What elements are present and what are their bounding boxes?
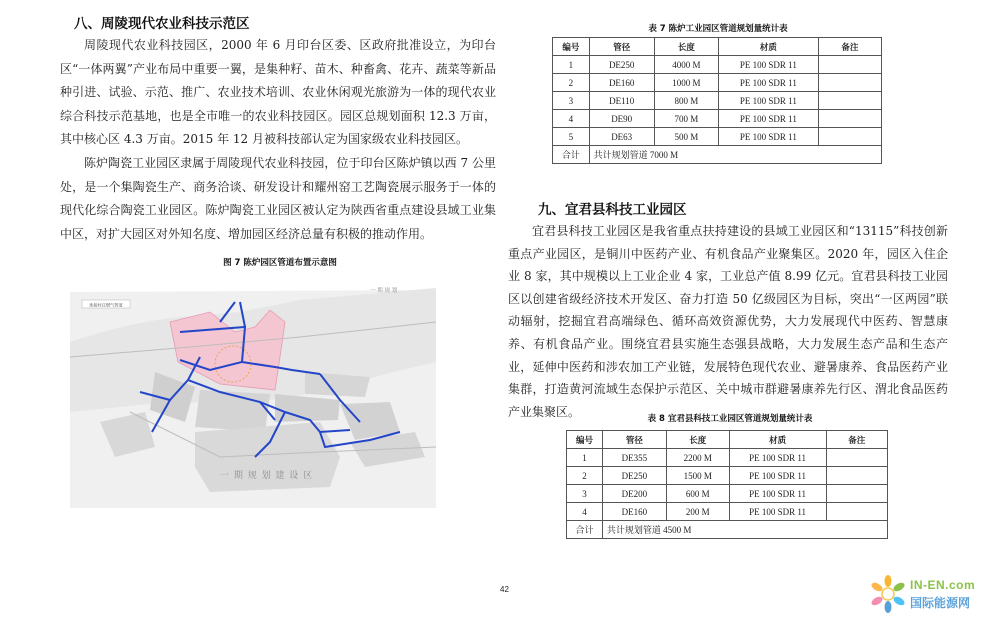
table-cell: DE160 [602,503,666,521]
table-cell: 2 [553,74,590,92]
table-cell: DE90 [589,110,654,128]
table-header: 编号 [567,431,603,449]
table-7 [552,37,882,164]
table-row [567,449,888,467]
watermark-domain: IN-EN.com [910,578,976,592]
table-cell [826,503,887,521]
section-8-paragraph-1: 周陵现代农业科技园区，2000 年 6 月印台区委、区政府批准设立，为印台区“一体两翼”产业布局中重要一翼，是集种籽、苗木、种畜禽、花卉、蔬菜等新品种引进、试验、示范、推广、农业技术培训、农业休闲观光旅游为一体的现代农业综合科技示范基地，也是全市唯一的农业科技园区。园区总规划面积 12.3 万亩，其中核心区 4.3 万亩。2015 年 12 月被科技部认定为国家级农业科技园区。 [60,38,496,146]
table-cell: PE 100 SDR 11 [719,74,819,92]
table-7-caption: 表 7 陈炉工业园区管道规划量统计表 [648,24,788,34]
table-total-value: 共计规划管道 7000 M [589,146,881,164]
table-cell: PE 100 SDR 11 [719,56,819,74]
table-cell: DE200 [602,485,666,503]
table-cell: 1 [567,449,603,467]
table-cell: 3 [553,92,590,110]
table-header: 材质 [719,38,819,56]
block [195,390,270,432]
section-8-heading: 八、周陵现代农业科技示范区 [74,16,250,32]
table-cell [826,467,887,485]
sunflower-logo-icon [868,574,908,614]
table-row [553,56,882,74]
table-8-caption: 表 8 宜君县科技工业园区管道规划量统计表 [647,414,813,424]
table-total-label: 合计 [567,521,603,539]
table-header: 材质 [729,431,826,449]
table-cell: PE 100 SDR 11 [719,110,819,128]
table-row [553,128,882,146]
table-cell: 1000 M [654,74,718,92]
table-cell: 3 [567,485,603,503]
table-total-label: 合计 [553,146,590,164]
table-cell: DE160 [589,74,654,92]
table-row [553,74,882,92]
table-total-value: 共计规划管道 4500 M [602,521,887,539]
table-cell: PE 100 SDR 11 [729,467,826,485]
table-cell: 800 M [654,92,718,110]
figure-7-caption: 图 7 陈炉园区管道布置示意图 [223,258,337,268]
table-8-header-row [567,431,888,449]
section-8-paragraph-2: 陈炉陶瓷工业园区隶属于周陵现代农业科技园，位于印台区陈炉镇以西 7 公里处，是一个集陶瓷生产、商务洽谈、研发设计和耀州窑工艺陶瓷展示服务于一体的现代化综合陶瓷工业园区。陈炉陶瓷工业园区被认定为陕西省重点建设县域工业集中区，对扩大园区对外知名度、增加园区经济总量有积极的推动作用。 [60,156,496,241]
table-cell: 600 M [666,485,729,503]
table-cell [826,485,887,503]
table-cell: PE 100 SDR 11 [719,92,819,110]
map-label-phase-1: 一 期 规 划 建 设 区 [220,471,314,481]
table-cell: DE355 [602,449,666,467]
table-cell: 4 [553,110,590,128]
table-header: 长度 [666,431,729,449]
table-cell: PE 100 SDR 11 [719,128,819,146]
table-row [567,467,888,485]
table-header: 编号 [553,38,590,56]
table-cell [818,110,881,128]
section-9-heading: 九、宜君县科技工业园区 [538,202,687,218]
table-cell [818,56,881,74]
pipeline-layout-map [70,282,436,508]
table-7-header-row [553,38,882,56]
table-cell: 4 [567,503,603,521]
table-row [567,503,888,521]
table-cell: DE63 [589,128,654,146]
table-cell: 200 M [666,503,729,521]
table-cell [818,74,881,92]
table-cell: 700 M [654,110,718,128]
table-header: 管径 [589,38,654,56]
table-header: 管径 [602,431,666,449]
table-header: 备注 [818,38,881,56]
watermark-name: 国际能源网 [910,596,971,610]
map-label-village-pipe: 连接村庄燃气管道 [89,302,123,308]
watermark [866,572,986,616]
table-cell: 1 [553,56,590,74]
table-header: 备注 [826,431,887,449]
table-cell: 2 [567,467,603,485]
table-header: 长度 [654,38,718,56]
table-cell: DE250 [589,56,654,74]
table-row [567,485,888,503]
table-cell [818,128,881,146]
table-cell: 4000 M [654,56,718,74]
table-cell: PE 100 SDR 11 [729,449,826,467]
table-row [553,110,882,128]
table-total-row [553,146,882,164]
table-cell: PE 100 SDR 11 [729,503,826,521]
table-cell: DE250 [602,467,666,485]
table-cell: PE 100 SDR 11 [729,485,826,503]
table-cell: 5 [553,128,590,146]
table-cell: 2200 M [666,449,729,467]
table-cell: 1500 M [666,467,729,485]
block [195,422,340,492]
table-cell [826,449,887,467]
section-9-paragraph: 宜君县科技工业园区是我省重点扶持建设的县域工业园区和“13115”科技创新重点产业园区，是铜川中医药产业、有机食品产业聚集区。2020 年，园区入住企业 8 家，其中规模以上工业企业 4 家，工业总产值 8.99 亿元。宜君县科技工业园区以创建省级经济技术开发区、奋力打造 50 亿级园区为目标，突出“一区两园”联动辐射，挖掘宜君高端绿色、循环高效资源优势，大力发展现代中医药、智慧康养、有机食品产业。围绕宜君县实施生态强县战略，大力发展生态产品和生态产业，延伸中医药和涉农加工产业链，发展特色现代农业、避暑康养、食品医药产业集群，打造黄河流域生态保护示范区、关中城市群避暑康养先行区、渭北食品医药产业集聚区。 [508,224,948,419]
page-number: 42 [500,585,509,594]
table-total-row [567,521,888,539]
map-label-top-right: 一 期 规 划 [370,288,398,294]
table-cell [818,92,881,110]
table-8 [566,430,888,539]
table-cell: DE110 [589,92,654,110]
table-row [553,92,882,110]
table-cell: 500 M [654,128,718,146]
